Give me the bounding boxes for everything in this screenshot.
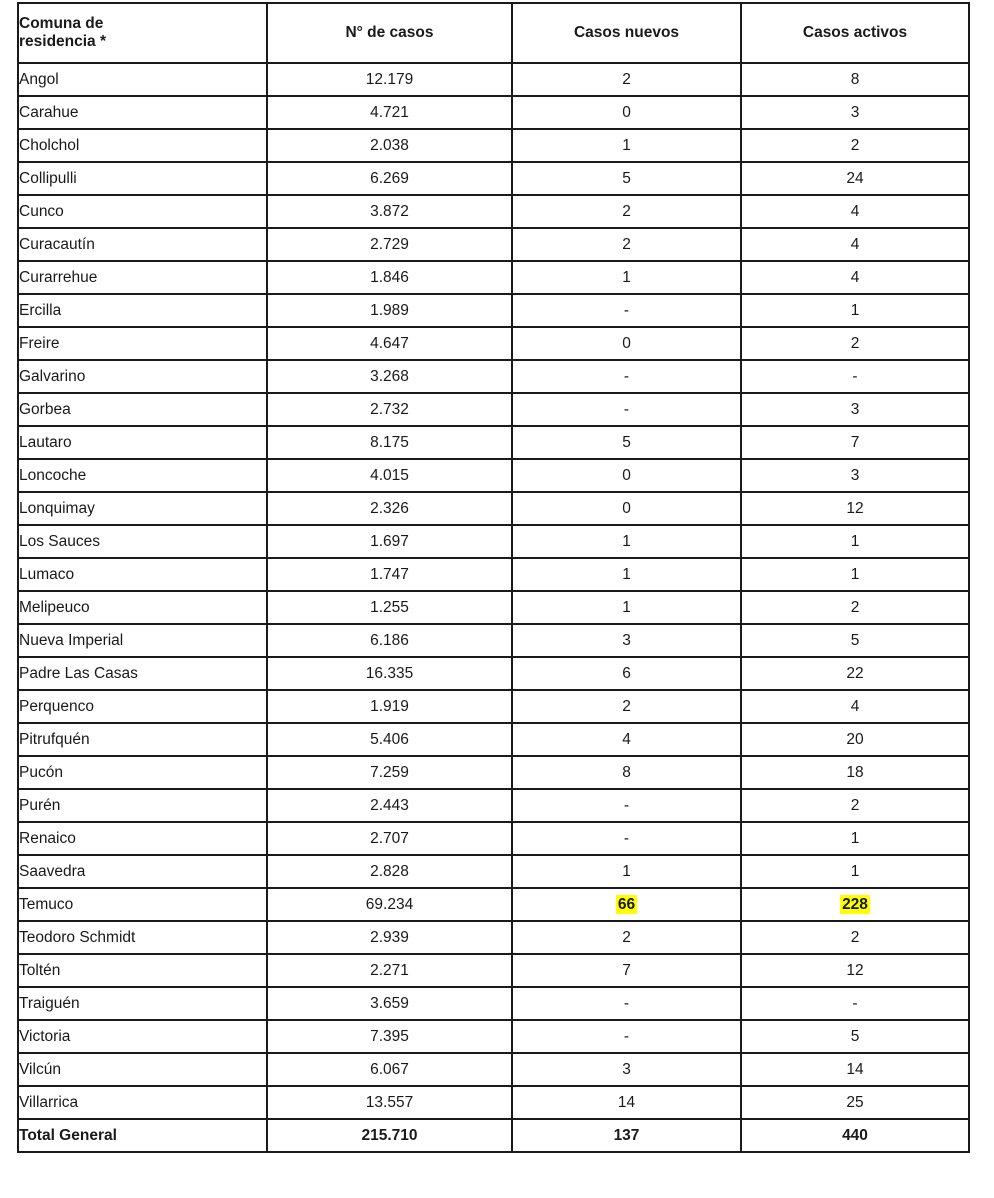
comuna-name-cell: Lautaro [18, 426, 267, 459]
cell-casos: 2.271 [267, 954, 512, 987]
cell-activos: 3 [741, 393, 969, 426]
table-body [18, 63, 969, 1152]
table-row [18, 921, 969, 954]
table-row [18, 228, 969, 261]
cell-activos: 5 [741, 1020, 969, 1053]
cell-nuevos: 1 [512, 855, 741, 888]
table-row [18, 360, 969, 393]
cell-casos: 3.872 [267, 195, 512, 228]
cell-casos: 3.268 [267, 360, 512, 393]
table-row [18, 129, 969, 162]
cell-nuevos: - [512, 789, 741, 822]
cell-casos: 2.732 [267, 393, 512, 426]
comuna-name-cell: Carahue [18, 96, 267, 129]
cell-activos: 1 [741, 822, 969, 855]
cell-casos: 1.846 [267, 261, 512, 294]
table-row [18, 756, 969, 789]
table-row [18, 954, 969, 987]
cell-activos: 5 [741, 624, 969, 657]
cell-casos: 1.989 [267, 294, 512, 327]
cell-nuevos: - [512, 294, 741, 327]
comuna-name-cell: Renaico [18, 822, 267, 855]
table-row [18, 690, 969, 723]
total-label-cell: Total General [18, 1119, 267, 1152]
cell-activos: 25 [741, 1086, 969, 1119]
table-row [18, 1020, 969, 1053]
cell-casos: 2.828 [267, 855, 512, 888]
column-header-comuna-line1: Comuna de [19, 15, 104, 33]
comuna-name-cell: Galvarino [18, 360, 267, 393]
cell-nuevos: 1 [512, 558, 741, 591]
comuna-name-cell: Collipulli [18, 162, 267, 195]
cell-nuevos: 1 [512, 129, 741, 162]
comuna-name-cell: Freire [18, 327, 267, 360]
cell-nuevos: 2 [512, 921, 741, 954]
cell-activos: - [741, 360, 969, 393]
cell-casos: 1.255 [267, 591, 512, 624]
cell-nuevos [512, 888, 741, 921]
cell-nuevos: - [512, 987, 741, 1020]
cell-nuevos: 0 [512, 327, 741, 360]
table-row [18, 459, 969, 492]
table-row [18, 888, 969, 921]
cell-activos: 14 [741, 1053, 969, 1086]
column-header-comuna [18, 3, 267, 63]
cell-nuevos: 0 [512, 492, 741, 525]
cell-nuevos: 1 [512, 591, 741, 624]
cell-activos: 22 [741, 657, 969, 690]
cell-nuevos: 8 [512, 756, 741, 789]
cell-activos: 1 [741, 855, 969, 888]
cell-casos: 1.919 [267, 690, 512, 723]
table-row [18, 525, 969, 558]
cell-casos: 2.939 [267, 921, 512, 954]
comuna-name-cell: Villarrica [18, 1086, 267, 1119]
cell-casos: 69.234 [267, 888, 512, 921]
cell-activos: 24 [741, 162, 969, 195]
table-row [18, 822, 969, 855]
cell-nuevos: 3 [512, 1053, 741, 1086]
cell-casos: 1.697 [267, 525, 512, 558]
cell-activos: 4 [741, 195, 969, 228]
cell-casos: 16.335 [267, 657, 512, 690]
cell-casos: 12.179 [267, 63, 512, 96]
table-row [18, 294, 969, 327]
table-row [18, 987, 969, 1020]
comuna-name-cell: Perquenco [18, 690, 267, 723]
comuna-name-cell: Curarrehue [18, 261, 267, 294]
cell-casos: 6.269 [267, 162, 512, 195]
cell-nuevos: 1 [512, 261, 741, 294]
comuna-name-cell: Melipeuco [18, 591, 267, 624]
comuna-name-cell: Lonquimay [18, 492, 267, 525]
cell-activos: 12 [741, 954, 969, 987]
cell-activos: 18 [741, 756, 969, 789]
table-row [18, 327, 969, 360]
table-row [18, 195, 969, 228]
cell-nuevos: - [512, 822, 741, 855]
table-total-row [18, 1119, 969, 1152]
cell-nuevos: - [512, 1020, 741, 1053]
cell-casos: 6.067 [267, 1053, 512, 1086]
table-row [18, 492, 969, 525]
cell-nuevos: 7 [512, 954, 741, 987]
table-row [18, 1086, 969, 1119]
highlighted-value: 66 [617, 895, 636, 913]
table-header [18, 3, 969, 63]
column-header-casos: N° de casos [267, 3, 512, 63]
cell-activos: - [741, 987, 969, 1020]
table-row [18, 558, 969, 591]
cell-nuevos: 2 [512, 63, 741, 96]
comuna-name-cell: Teodoro Schmidt [18, 921, 267, 954]
cell-activos: 2 [741, 327, 969, 360]
cell-activos: 4 [741, 261, 969, 294]
cell-activos [741, 888, 969, 921]
cell-nuevos: 5 [512, 426, 741, 459]
cell-activos: 4 [741, 228, 969, 261]
comuna-name-cell: Toltén [18, 954, 267, 987]
comuna-name-cell: Saavedra [18, 855, 267, 888]
comuna-name-cell: Traiguén [18, 987, 267, 1020]
comuna-name-cell: Lumaco [18, 558, 267, 591]
cell-activos: 8 [741, 63, 969, 96]
cell-casos: 215.710 [267, 1119, 512, 1152]
comuna-name-cell: Padre Las Casas [18, 657, 267, 690]
cell-casos: 4.647 [267, 327, 512, 360]
cell-activos: 1 [741, 525, 969, 558]
table-row [18, 1053, 969, 1086]
cell-casos: 2.707 [267, 822, 512, 855]
comuna-name-cell: Vilcún [18, 1053, 267, 1086]
cell-casos: 2.326 [267, 492, 512, 525]
cell-nuevos: - [512, 393, 741, 426]
cell-activos: 2 [741, 591, 969, 624]
comuna-name-cell: Gorbea [18, 393, 267, 426]
cell-nuevos: 5 [512, 162, 741, 195]
cell-activos: 1 [741, 558, 969, 591]
comuna-name-cell: Ercilla [18, 294, 267, 327]
comuna-name-cell: Cholchol [18, 129, 267, 162]
cell-nuevos: 0 [512, 96, 741, 129]
table-header-row [18, 3, 969, 63]
comuna-name-cell: Curacautín [18, 228, 267, 261]
comuna-name-cell: Purén [18, 789, 267, 822]
cell-activos: 4 [741, 690, 969, 723]
cell-casos: 6.186 [267, 624, 512, 657]
cell-activos: 12 [741, 492, 969, 525]
cell-casos: 7.259 [267, 756, 512, 789]
cell-activos: 2 [741, 789, 969, 822]
cell-activos: 3 [741, 96, 969, 129]
cell-casos: 13.557 [267, 1086, 512, 1119]
cell-casos: 1.747 [267, 558, 512, 591]
table-row [18, 723, 969, 756]
comuna-name-cell: Victoria [18, 1020, 267, 1053]
table-row [18, 162, 969, 195]
cell-nuevos: 4 [512, 723, 741, 756]
comuna-name-cell: Loncoche [18, 459, 267, 492]
cell-casos: 2.038 [267, 129, 512, 162]
cell-nuevos: 14 [512, 1086, 741, 1119]
cell-activos: 1 [741, 294, 969, 327]
table-row [18, 96, 969, 129]
table-row [18, 855, 969, 888]
cell-activos: 2 [741, 921, 969, 954]
cell-nuevos: 137 [512, 1119, 741, 1152]
table-row [18, 426, 969, 459]
cell-casos: 5.406 [267, 723, 512, 756]
cell-casos: 4.015 [267, 459, 512, 492]
comuna-name-cell: Angol [18, 63, 267, 96]
column-header-comuna-line2: residencia * [19, 33, 107, 50]
comuna-name-cell: Los Sauces [18, 525, 267, 558]
cell-nuevos: 6 [512, 657, 741, 690]
comuna-name-cell: Pitrufquén [18, 723, 267, 756]
cell-activos: 440 [741, 1119, 969, 1152]
comuna-name-cell: Cunco [18, 195, 267, 228]
highlighted-value: 228 [842, 895, 868, 913]
cell-nuevos: 2 [512, 690, 741, 723]
column-header-casos-activos: Casos activos [741, 3, 969, 63]
cell-casos: 2.443 [267, 789, 512, 822]
table-row [18, 63, 969, 96]
cell-activos: 3 [741, 459, 969, 492]
cell-nuevos: - [512, 360, 741, 393]
table-row [18, 624, 969, 657]
comuna-name-cell: Temuco [18, 888, 267, 921]
cell-activos: 2 [741, 129, 969, 162]
cell-casos: 7.395 [267, 1020, 512, 1053]
cell-casos: 8.175 [267, 426, 512, 459]
table-row [18, 261, 969, 294]
column-header-casos-nuevos: Casos nuevos [512, 3, 741, 63]
cell-nuevos: 1 [512, 525, 741, 558]
cases-by-comuna-table [17, 2, 970, 1153]
table-row [18, 591, 969, 624]
comuna-name-cell: Pucón [18, 756, 267, 789]
cell-nuevos: 0 [512, 459, 741, 492]
cell-casos: 2.729 [267, 228, 512, 261]
cell-casos: 4.721 [267, 96, 512, 129]
comuna-name-cell: Nueva Imperial [18, 624, 267, 657]
cell-activos: 20 [741, 723, 969, 756]
table-row [18, 393, 969, 426]
table-row [18, 657, 969, 690]
cell-casos: 3.659 [267, 987, 512, 1020]
cell-nuevos: 2 [512, 228, 741, 261]
cell-nuevos: 2 [512, 195, 741, 228]
cell-activos: 7 [741, 426, 969, 459]
cell-nuevos: 3 [512, 624, 741, 657]
cases-by-comuna-table-container [17, 2, 968, 1153]
table-row [18, 789, 969, 822]
